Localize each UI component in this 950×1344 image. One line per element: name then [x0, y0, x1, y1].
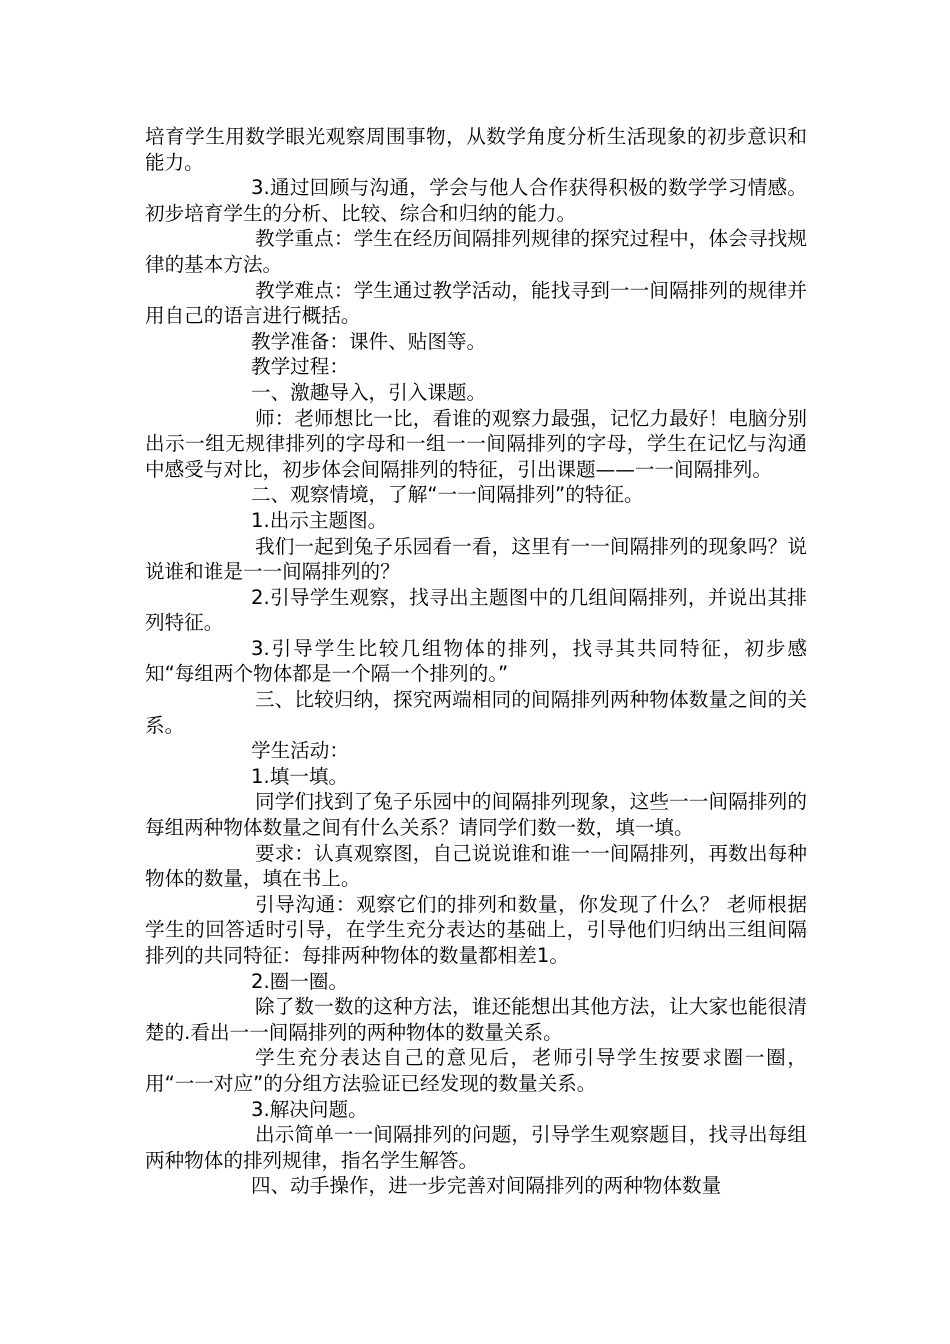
paragraph-preparation: 教学准备：课件、贴图等。: [251, 329, 487, 353]
paragraph-other-methods: 除了数一数的这种方法，谁还能想出其他方法，让大家也能很清楚的.看出一一间隔排列的两种物体的数量关系。: [145, 995, 807, 1044]
paragraph-simple-problem: 出示简单一一间隔排列的问题，引导学生观察题目，找寻出每组两种物体的排列规律，指名学生解答。: [145, 1123, 807, 1172]
paragraph-student-activity: 学生活动：: [251, 739, 349, 763]
paragraph-teacher-intro: 师：老师想比一比，看谁的观察力最强，记忆力最好！电脑分别出示一组无规律排列的字母和一组一一间隔排列的字母，学生在记忆与沟通中感受与对比，初步体会间隔排列的特征，引出课题——一一间隔排列。: [145, 406, 807, 481]
paragraph-step-2: 2.引导学生观察，找寻出主题图中的几组间隔排列，并说出其排列特征。: [145, 585, 807, 635]
paragraph-difficulty: 教学难点：学生通过教学活动，能找寻到一一间隔排列的规律并用自己的语言进行概括。: [145, 278, 807, 328]
section-heading-4: 四、动手操作，进一步完善对间隔排列的两种物体数量: [251, 1174, 722, 1198]
paragraph-step-3: 3.引导学生比较几组物体的排列，找寻其共同特征，初步感知“每组两个物体都是一个隔一个排列的。”: [145, 636, 807, 686]
paragraph-process-heading: 教学过程：: [251, 355, 349, 379]
paragraph-rabbit-park: 我们一起到兔子乐园看一看，这里有一一间隔排列的现象吗？说说谁和谁是一一间隔排列的？: [145, 534, 807, 584]
paragraph-fill-in: 1.填一填。: [251, 764, 349, 788]
document-page: [145, 124, 807, 1199]
section-heading-2: 二、观察情境，了解“一一间隔排列”的特征。: [251, 483, 644, 507]
paragraph-one-to-one: 学生充分表达自己的意见后，老师引导学生按要求圈一圈，用“一一对应”的分组方法验证已经发现的数量关系。: [145, 1046, 807, 1095]
paragraph-requirement: 要求：认真观察图，自己说说谁和谁一一间隔排列，再数出每种物体的数量，填在书上。: [145, 841, 807, 891]
paragraph-intro-continuation: 培育学生用数学眼光观察周围事物，从数学角度分析生活现象的初步意识和能力。: [145, 125, 807, 174]
paragraph-fill-in-detail: 同学们找到了兔子乐园中的间隔排列现象，这些一一间隔排列的每组两种物体数量之间有什么关系？请同学们数一数，填一填。: [145, 790, 807, 840]
paragraph-key-point: 教学重点：学生在经历间隔排列规律的探究过程中，体会寻找规律的基本方法。: [145, 227, 807, 276]
paragraph-step-1: 1.出示主题图。: [251, 508, 388, 532]
paragraph-goal-3: 3.通过回顾与沟通，学会与他人合作获得积极的数学学习情感。初步培育学生的分析、比较、综合和归纳的能力。: [145, 176, 807, 225]
paragraph-solve-problem: 3.解决问题。: [251, 1097, 368, 1121]
section-heading-1: 一、激趣导入，引入课题。: [251, 380, 487, 404]
section-heading-3: 三、比较归纳，探究两端相同的间隔排列两种物体数量之间的关系。: [145, 688, 807, 737]
paragraph-guided-exchange: 引导沟通：观察它们的排列和数量，你发现了什么？ 老师根据学生的回答适时引导，在学生充分表达的基础上，引导他们归纳出三组间隔排列的共同特征：每排两种物体的数量都相差1。: [145, 892, 807, 967]
paragraph-circle: 2.圈一圈。: [251, 969, 349, 993]
